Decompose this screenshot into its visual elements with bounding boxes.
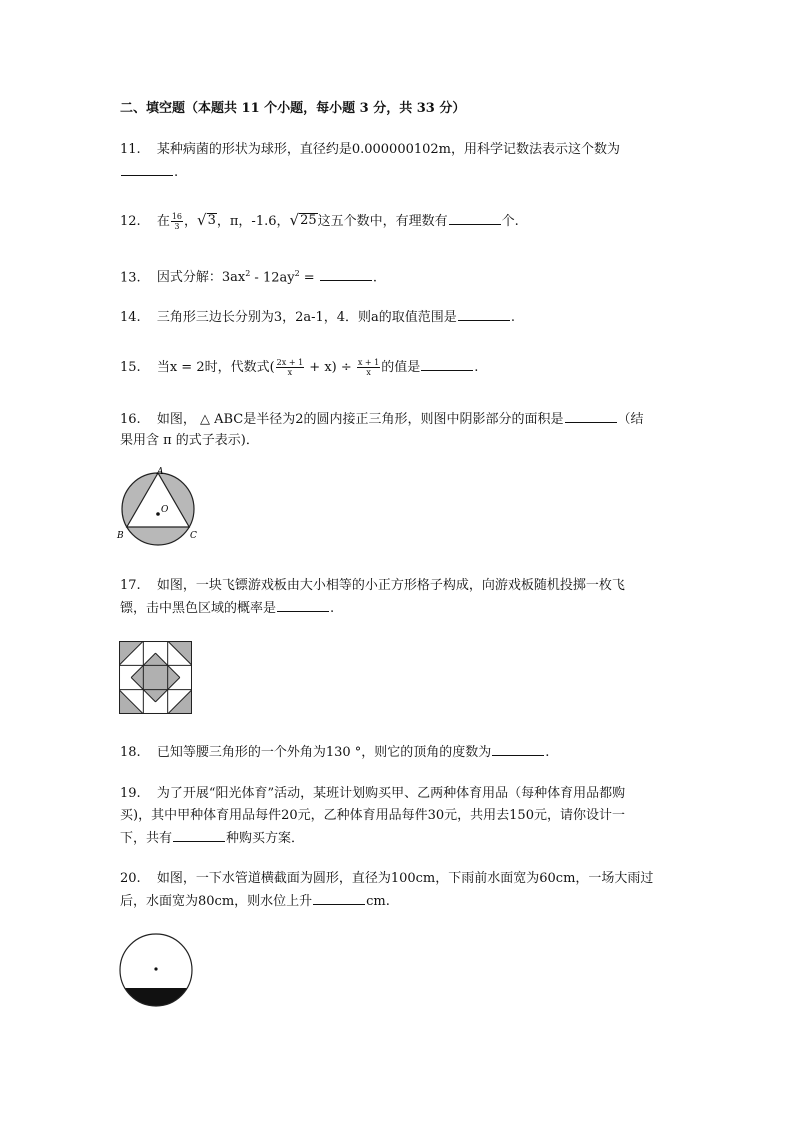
dartboard-figure [119,641,192,714]
question-13: 13. 因式分解：$3ax^2 - 12ay^2$ = . [120,269,377,286]
answer-blank[interactable] [449,212,501,225]
question-number: 19. [120,786,141,801]
question-20-line2: 后，水面宽为80cm，则水位上升 cm. [120,894,390,909]
inscribed-triangle-figure [112,466,204,548]
answer-blank[interactable] [277,599,329,612]
label-c: C [190,531,197,541]
question-17-line2: 镖，击中黑色区域的概率是 . [120,601,335,616]
answer-blank[interactable] [173,829,225,842]
answer-blank[interactable] [492,743,544,756]
question-16-line2: 果用含 π 的式子表示)． [120,433,259,448]
label-b: B [117,531,124,541]
center-point [156,512,160,516]
question-11-line1: 11. 某种病菌的形状为球形，直径约是0.000000102m，用科学记数法表示这个数为 [120,142,620,157]
question-number: 11. [120,142,141,157]
fraction-2x1-x: $\frac{2x + 1}{x}$ [276,358,304,377]
question-20-line1: 20. 如图，一下水管道横截面为圆形，直径为100cm，下雨前水面宽为60cm，一场大雨过 [120,871,654,886]
center-point [154,967,157,970]
question-number: 17. [120,578,141,593]
answer-blank[interactable] [421,358,473,371]
sqrt-3: √ 3 [197,211,216,229]
question-18: 18. 已知等腰三角形的一个外角为130 °，则它的顶角的度数为 . [120,745,550,760]
question-number: 15. [120,360,141,375]
fraction-x1-x: $\frac{x + 1}{x}$ [357,358,380,377]
answer-blank[interactable] [458,308,510,321]
question-15: 15. 当x = 2时，代数式( $\frac{2x + 1}{x}$ + x) ÷ $\frac{x + 1}{x}$ 的值是 . [120,358,479,377]
question-19-line1: 19. 为了开展“阳光体育”活动，某班计划购买甲、乙两种体育用品（每种体育用品都购 [120,786,626,801]
question-number: 16. [120,412,141,427]
pipe-cross-section-figure [118,932,194,1008]
question-number: 14. [120,310,141,325]
question-number: 13. [120,270,141,286]
label-o: O [161,505,169,515]
question-number: 18. [120,745,141,760]
section-title: 二、填空题（本题共 11 个小题，每小题 3 分，共 33 分） [120,101,466,116]
answer-blank[interactable] [313,892,365,905]
question-12: 12. 在 $\frac{16}{3}$ ， √ 3 ，π，-1.6， √ 25 这五个数中，有理数有 个. [120,211,519,231]
answer-blank[interactable] [565,410,617,423]
question-number: 12. [120,214,141,229]
question-14: 14. 三角形三边长分别为3，2a-1，4．则a的取值范围是 . [120,310,515,325]
sqrt-25: √ 25 [289,211,317,229]
answer-blank[interactable] [121,163,173,176]
question-11-line2: . [120,163,178,182]
question-16-line1: 16. 如图， △ ABC是半径为2的圆内接正三角形，则图中阴影部分的面积是 （结 [120,412,644,427]
question-number: 20. [120,871,141,886]
fraction-16-3: $\frac{16}{3}$ [171,212,183,231]
water-region [118,988,194,1008]
label-a: A [157,467,164,477]
answer-blank[interactable] [320,268,372,281]
question-19-line2: 买)，其中甲种体育用品每件20元，乙种体育用品每件30元，共用去150元，请你设计一 [120,808,625,823]
question-19-line3: 下，共有 种购买方案． [120,831,305,846]
question-17-line1: 17. 如图，一块飞镖游戏板由大小相等的小正方形格子构成，向游戏板随机投掷一枚飞 [120,578,625,593]
